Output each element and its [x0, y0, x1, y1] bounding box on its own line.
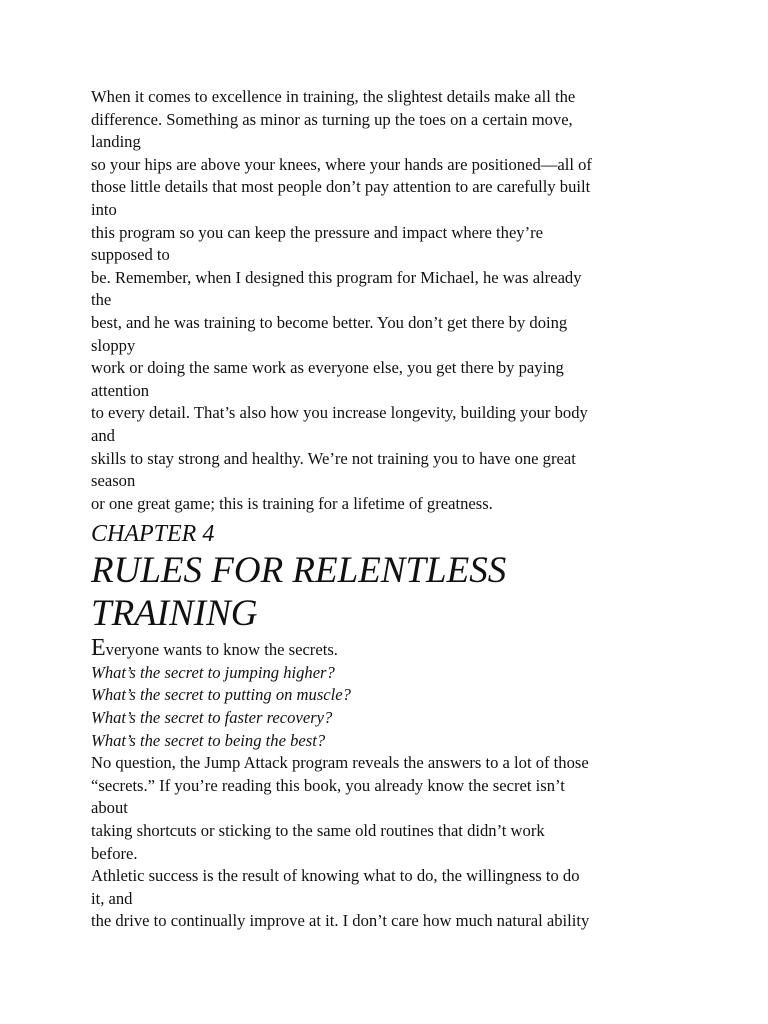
chapter-label: CHAPTER 4 [91, 521, 215, 548]
text-line: so your hips are above your knees, where your hands are positioned—all of [91, 154, 592, 174]
text-line: Athletic success is the result of knowing what to do, the willingness to do [91, 866, 580, 886]
text-line: When it comes to excellence in training, the slightest details make all the [91, 87, 576, 106]
text-line: supposed to [91, 245, 170, 265]
text-line: or one great game; this is training for a lifetime of greatness. [91, 493, 493, 513]
text-line: to every detail. That’s also how you increase longevity, building your body [91, 403, 588, 423]
chapter-title [91, 549, 691, 635]
paragraph-secrets [91, 752, 691, 933]
document-page [91, 86, 691, 933]
question-item: What’s the secret to jumping higher? [91, 662, 335, 682]
question-item: What’s the secret to putting on muscle? [91, 685, 351, 705]
text-line: sloppy [91, 335, 136, 355]
text-line: season [91, 471, 136, 491]
text-line: before. [91, 843, 138, 863]
text-line: this program so you can keep the pressure and impact where they’re [91, 222, 544, 242]
text-line: best, and he was training to become better. You don’t get there by doing [91, 312, 568, 332]
question-item: What’s the secret to being the best? [91, 730, 326, 750]
text-line: about [91, 798, 128, 818]
text-line: and [91, 425, 115, 445]
text-line: difference. Something as minor as turning up the toes on a certain move, [91, 109, 573, 129]
question-list [91, 662, 691, 752]
text-line: skills to stay strong and healthy. We’re not training you to have one great [91, 448, 576, 468]
text-line: taking shortcuts or sticking to the same old routines that didn’t work [91, 821, 545, 841]
intro-text: veryone wants to know the secrets. [105, 640, 338, 660]
text-line: into [91, 199, 117, 219]
text-line: attention [91, 380, 150, 400]
chapter-title-line: TRAINING [91, 593, 258, 635]
question-item: What’s the secret to faster recovery? [91, 708, 333, 728]
text-line: the [91, 290, 112, 310]
intro-line [91, 637, 691, 662]
text-line: the drive to continually improve at it. I don’t care how much natural ability [91, 911, 590, 931]
text-line: be. Remember, when I designed this program for Michael, he was already [91, 267, 582, 287]
paragraph-details [91, 86, 691, 515]
drop-cap: E [91, 635, 106, 662]
text-line: landing [91, 132, 141, 152]
text-line: No question, the Jump Attack program reveals the answers to a lot of those [91, 753, 589, 773]
text-line: it, and [91, 888, 133, 908]
text-line: work or doing the same work as everyone else, you get there by paying [91, 358, 564, 378]
text-line: “secrets.” If you’re reading this book, you already know the secret isn’t [91, 775, 565, 795]
chapter-title-line: RULES FOR RELENTLESS [91, 550, 507, 592]
text-line: those little details that most people don’t pay attention to are carefully built [91, 177, 591, 197]
